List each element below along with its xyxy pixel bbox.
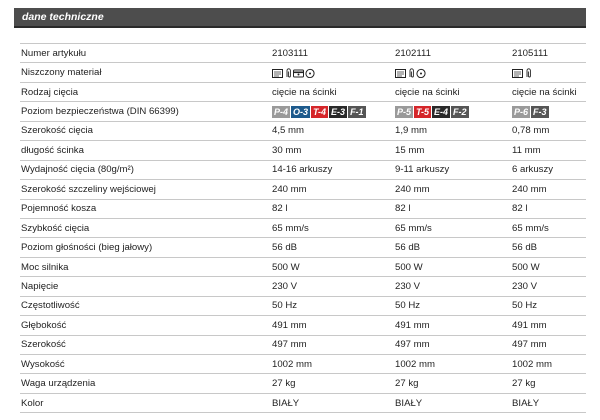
cell-value: 50 Hz xyxy=(272,296,395,315)
row-label: Wysokość xyxy=(20,355,272,374)
security-badges xyxy=(512,106,549,118)
cell-value: 1002 mm xyxy=(512,355,586,374)
table-row xyxy=(20,199,586,218)
row-label: Rodzaj cięcia xyxy=(20,82,272,101)
material-icons-cell xyxy=(272,63,395,82)
cell-value: 50 Hz xyxy=(395,296,512,315)
spec-table xyxy=(20,43,586,413)
table-row xyxy=(20,102,586,121)
security-badge: F-2 xyxy=(453,106,467,117)
table-row xyxy=(20,82,586,101)
cell-value: 500 W xyxy=(512,257,586,276)
table-row xyxy=(20,335,586,354)
cell-value: 27 kg xyxy=(272,374,395,393)
security-badge: P-6 xyxy=(514,106,529,117)
security-badges xyxy=(272,106,366,118)
cell-value: 65 mm/s xyxy=(395,218,512,237)
cell-value: 230 V xyxy=(512,277,586,296)
table-row xyxy=(20,316,586,335)
row-label: Głębokość xyxy=(20,316,272,335)
security-badge: E-4 xyxy=(434,106,449,117)
paper-icon xyxy=(512,68,524,78)
cell-value: 491 mm xyxy=(272,316,395,335)
cell-value: 230 V xyxy=(395,277,512,296)
cell-value: 30 mm xyxy=(272,141,395,160)
cell-value: 82 l xyxy=(512,199,586,218)
table-row xyxy=(20,277,586,296)
row-label: Napięcie xyxy=(20,277,272,296)
cell-value: 82 l xyxy=(395,199,512,218)
clip-icon xyxy=(525,68,532,78)
cell-value: 9-11 arkuszy xyxy=(395,160,512,179)
cell-value: 6 arkuszy xyxy=(512,160,586,179)
cell-value: 497 mm xyxy=(272,335,395,354)
cell-value: 240 mm xyxy=(272,180,395,199)
security-badge: F-1 xyxy=(350,106,364,117)
section-header xyxy=(14,8,586,28)
row-label: Wydajność cięcia (80g/m²) xyxy=(20,160,272,179)
row-label: Szybkość cięcia xyxy=(20,218,272,237)
table-row xyxy=(20,44,586,63)
cell-value: 50 Hz xyxy=(512,296,586,315)
row-label: Numer artykułu xyxy=(20,44,272,63)
material-icons-cell xyxy=(395,63,512,82)
cell-value: 491 mm xyxy=(395,316,512,335)
section-title: dane techniczne xyxy=(22,11,104,23)
security-badge: T-5 xyxy=(416,106,430,117)
row-label: Szerokość szczeliny wejściowej xyxy=(20,180,272,199)
cell-value: 27 kg xyxy=(512,374,586,393)
clip-icon xyxy=(408,68,415,78)
cell-value: 0,78 mm xyxy=(512,121,586,140)
security-badge: T-4 xyxy=(313,106,327,117)
table-row xyxy=(20,121,586,140)
paper-icon xyxy=(272,68,284,78)
row-label: Moc silnika xyxy=(20,257,272,276)
material-icons xyxy=(512,68,532,78)
cell-value: 14-16 arkuszy xyxy=(272,160,395,179)
cell-value: 500 W xyxy=(395,257,512,276)
cell-value: 56 dB xyxy=(272,238,395,257)
table-row xyxy=(20,180,586,199)
table-row xyxy=(20,393,586,412)
cell-value: 65 mm/s xyxy=(272,218,395,237)
cell-value: 497 mm xyxy=(512,335,586,354)
material-icons xyxy=(272,68,315,78)
cell-value: 1,9 mm xyxy=(395,121,512,140)
table-row xyxy=(20,296,586,315)
security-badge: O-3 xyxy=(293,106,309,117)
security-badge: P-4 xyxy=(274,106,289,117)
cd-icon xyxy=(416,68,426,78)
security-level-cell xyxy=(512,102,586,121)
cell-value: 65 mm/s xyxy=(512,218,586,237)
row-label: Poziom bezpieczeństwa (DIN 66399) xyxy=(20,102,272,121)
paper-icon xyxy=(395,68,407,78)
security-level-cell xyxy=(272,102,395,121)
cell-value: 27 kg xyxy=(395,374,512,393)
cell-value: 491 mm xyxy=(512,316,586,335)
cell-value: 4,5 mm xyxy=(272,121,395,140)
cell-value: 11 mm xyxy=(512,141,586,160)
cell-value: 56 dB xyxy=(395,238,512,257)
security-badges xyxy=(395,106,469,118)
row-label: Waga urządzenia xyxy=(20,374,272,393)
security-badge: P-5 xyxy=(397,106,412,117)
cell-value: 2103111 xyxy=(272,44,395,63)
material-icons-cell xyxy=(512,63,586,82)
spec-table-body xyxy=(20,44,586,413)
row-label: Pojemność kosza xyxy=(20,199,272,218)
cell-value: cięcie na ścinki xyxy=(272,82,395,101)
row-label: długość ścinka xyxy=(20,141,272,160)
cell-value: 2102111 xyxy=(395,44,512,63)
row-label: Kolor xyxy=(20,393,272,412)
row-label: Poziom głośności (bieg jałowy) xyxy=(20,238,272,257)
cell-value: BIAŁY xyxy=(395,393,512,412)
table-row xyxy=(20,63,586,82)
cell-value: 240 mm xyxy=(512,180,586,199)
cell-value: 240 mm xyxy=(395,180,512,199)
row-label: Szerokość xyxy=(20,335,272,354)
table-row xyxy=(20,355,586,374)
table-row xyxy=(20,257,586,276)
credit-card-icon xyxy=(293,68,304,78)
cell-value: BIAŁY xyxy=(272,393,395,412)
material-icons xyxy=(395,68,426,78)
clip-icon xyxy=(285,68,292,78)
table-row xyxy=(20,141,586,160)
cell-value: 56 dB xyxy=(512,238,586,257)
cell-value: 230 V xyxy=(272,277,395,296)
row-label: Niszczony materiał xyxy=(20,63,272,82)
row-label: Częstotliwość xyxy=(20,296,272,315)
cell-value: BIAŁY xyxy=(512,393,586,412)
table-row xyxy=(20,238,586,257)
cell-value: 500 W xyxy=(272,257,395,276)
cell-value: cięcie na ścinki xyxy=(395,82,512,101)
cell-value: 1002 mm xyxy=(395,355,512,374)
security-badge: F-3 xyxy=(533,106,547,117)
cd-icon xyxy=(305,68,315,78)
cell-value: 497 mm xyxy=(395,335,512,354)
cell-value: 82 l xyxy=(272,199,395,218)
table-row xyxy=(20,160,586,179)
security-badge: E-3 xyxy=(331,106,346,117)
cell-value: 2105111 xyxy=(512,44,586,63)
cell-value: cięcie na ścinki xyxy=(512,82,586,101)
row-label: Szerokość cięcia xyxy=(20,121,272,140)
cell-value: 15 mm xyxy=(395,141,512,160)
cell-value: 1002 mm xyxy=(272,355,395,374)
security-level-cell xyxy=(395,102,512,121)
table-row xyxy=(20,218,586,237)
table-row xyxy=(20,374,586,393)
